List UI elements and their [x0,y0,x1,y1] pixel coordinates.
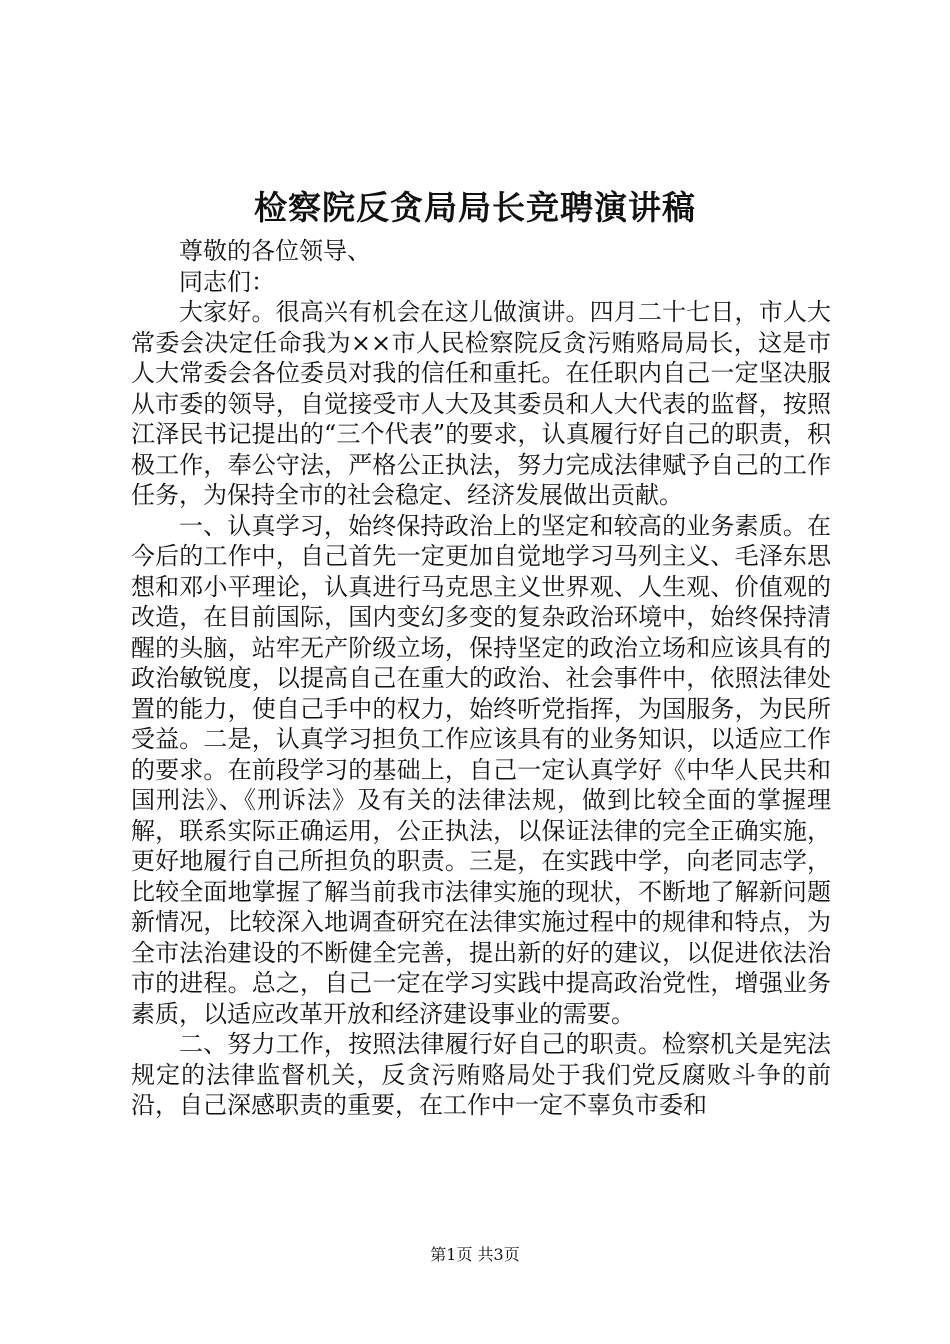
document-body [131,236,831,1121]
body-paragraph-study: 一、认真学习，始终保持政治上的坚定和较高的业务素质。在今后的工作中，自己首先一定更加自觉地学习马列主义、毛泽东思想和邓小平理论，认真进行马克思主义世界观、人生观、价值观的改造，在目前国际，国内变幻多变的复杂政治环境中，始终保持清醒的头脑，站牢无产阶级立场，保持坚定的政治立场和应该具有的政治敏锐度，以提高自己在重大的政治、社会事件中，依照法律处置的能力，使自己手中的权力，始终听党指挥，为国服务，为民所受益。二是，认真学习担负工作应该具有的业务知识，以适应工作的要求。在前段学习的基础上，自己一定认真学好《中华人民共和国刑法》、《刑诉法》及有关的法律法规，做到比较全面的掌握理解，联系实际正确运用，公正执法，以保证法律的完全正确实施，更好地履行自己所担负的职责。三是，在实践中学，向老同志学，比较全面地掌握了解当前我市法律实施的现状，不断地了解新问题新情况，比较深入地调查研究在法律实施过程中的规律和特点，为全市法治建设的不断健全完善，提出新的好的建议，以促进依法治市的进程。总之，自己一定在学习实践中提高政治党性，增强业务素质，以适应改革开放和经济建设事业的需要。 [131,511,831,1028]
salutation-line-1: 尊敬的各位领导、 [179,237,371,265]
body-paragraph-work: 二、努力工作，按照法律履行好自己的职责。检察机关是宪法规定的法律监督机关，反贪污贿赂局处于我们党反腐败斗争的前沿，自己深感职责的重要，在工作中一定不辜负市委和 [131,1030,831,1119]
document-title: 检察院反贪局局长竞聘演讲稿 [254,188,696,227]
salutation-line-2: 同志们： [179,267,275,296]
body-paragraph-greeting: 大家好。很高兴有机会在这儿做演讲。四月二十七日，市人大常委会决定任命我为××市人民检察院反贪污贿赂局局长，这是市人大常委会各位委员对我的信任和重托。在任职内自己一定坚决服从市委的领导，自觉接受市人大及其委员和人大代表的监督，按照江泽民书记提出的“三个代表”的要求，认真履行好自己的职责，积极工作，奉公守法，严格公正执法，努力完成法律赋予自己的工作任务，为保持全市的社会稳定、经济发展做出贡献。 [131,298,831,509]
page-number-footer: 第1页 共3页 [430,1245,520,1264]
